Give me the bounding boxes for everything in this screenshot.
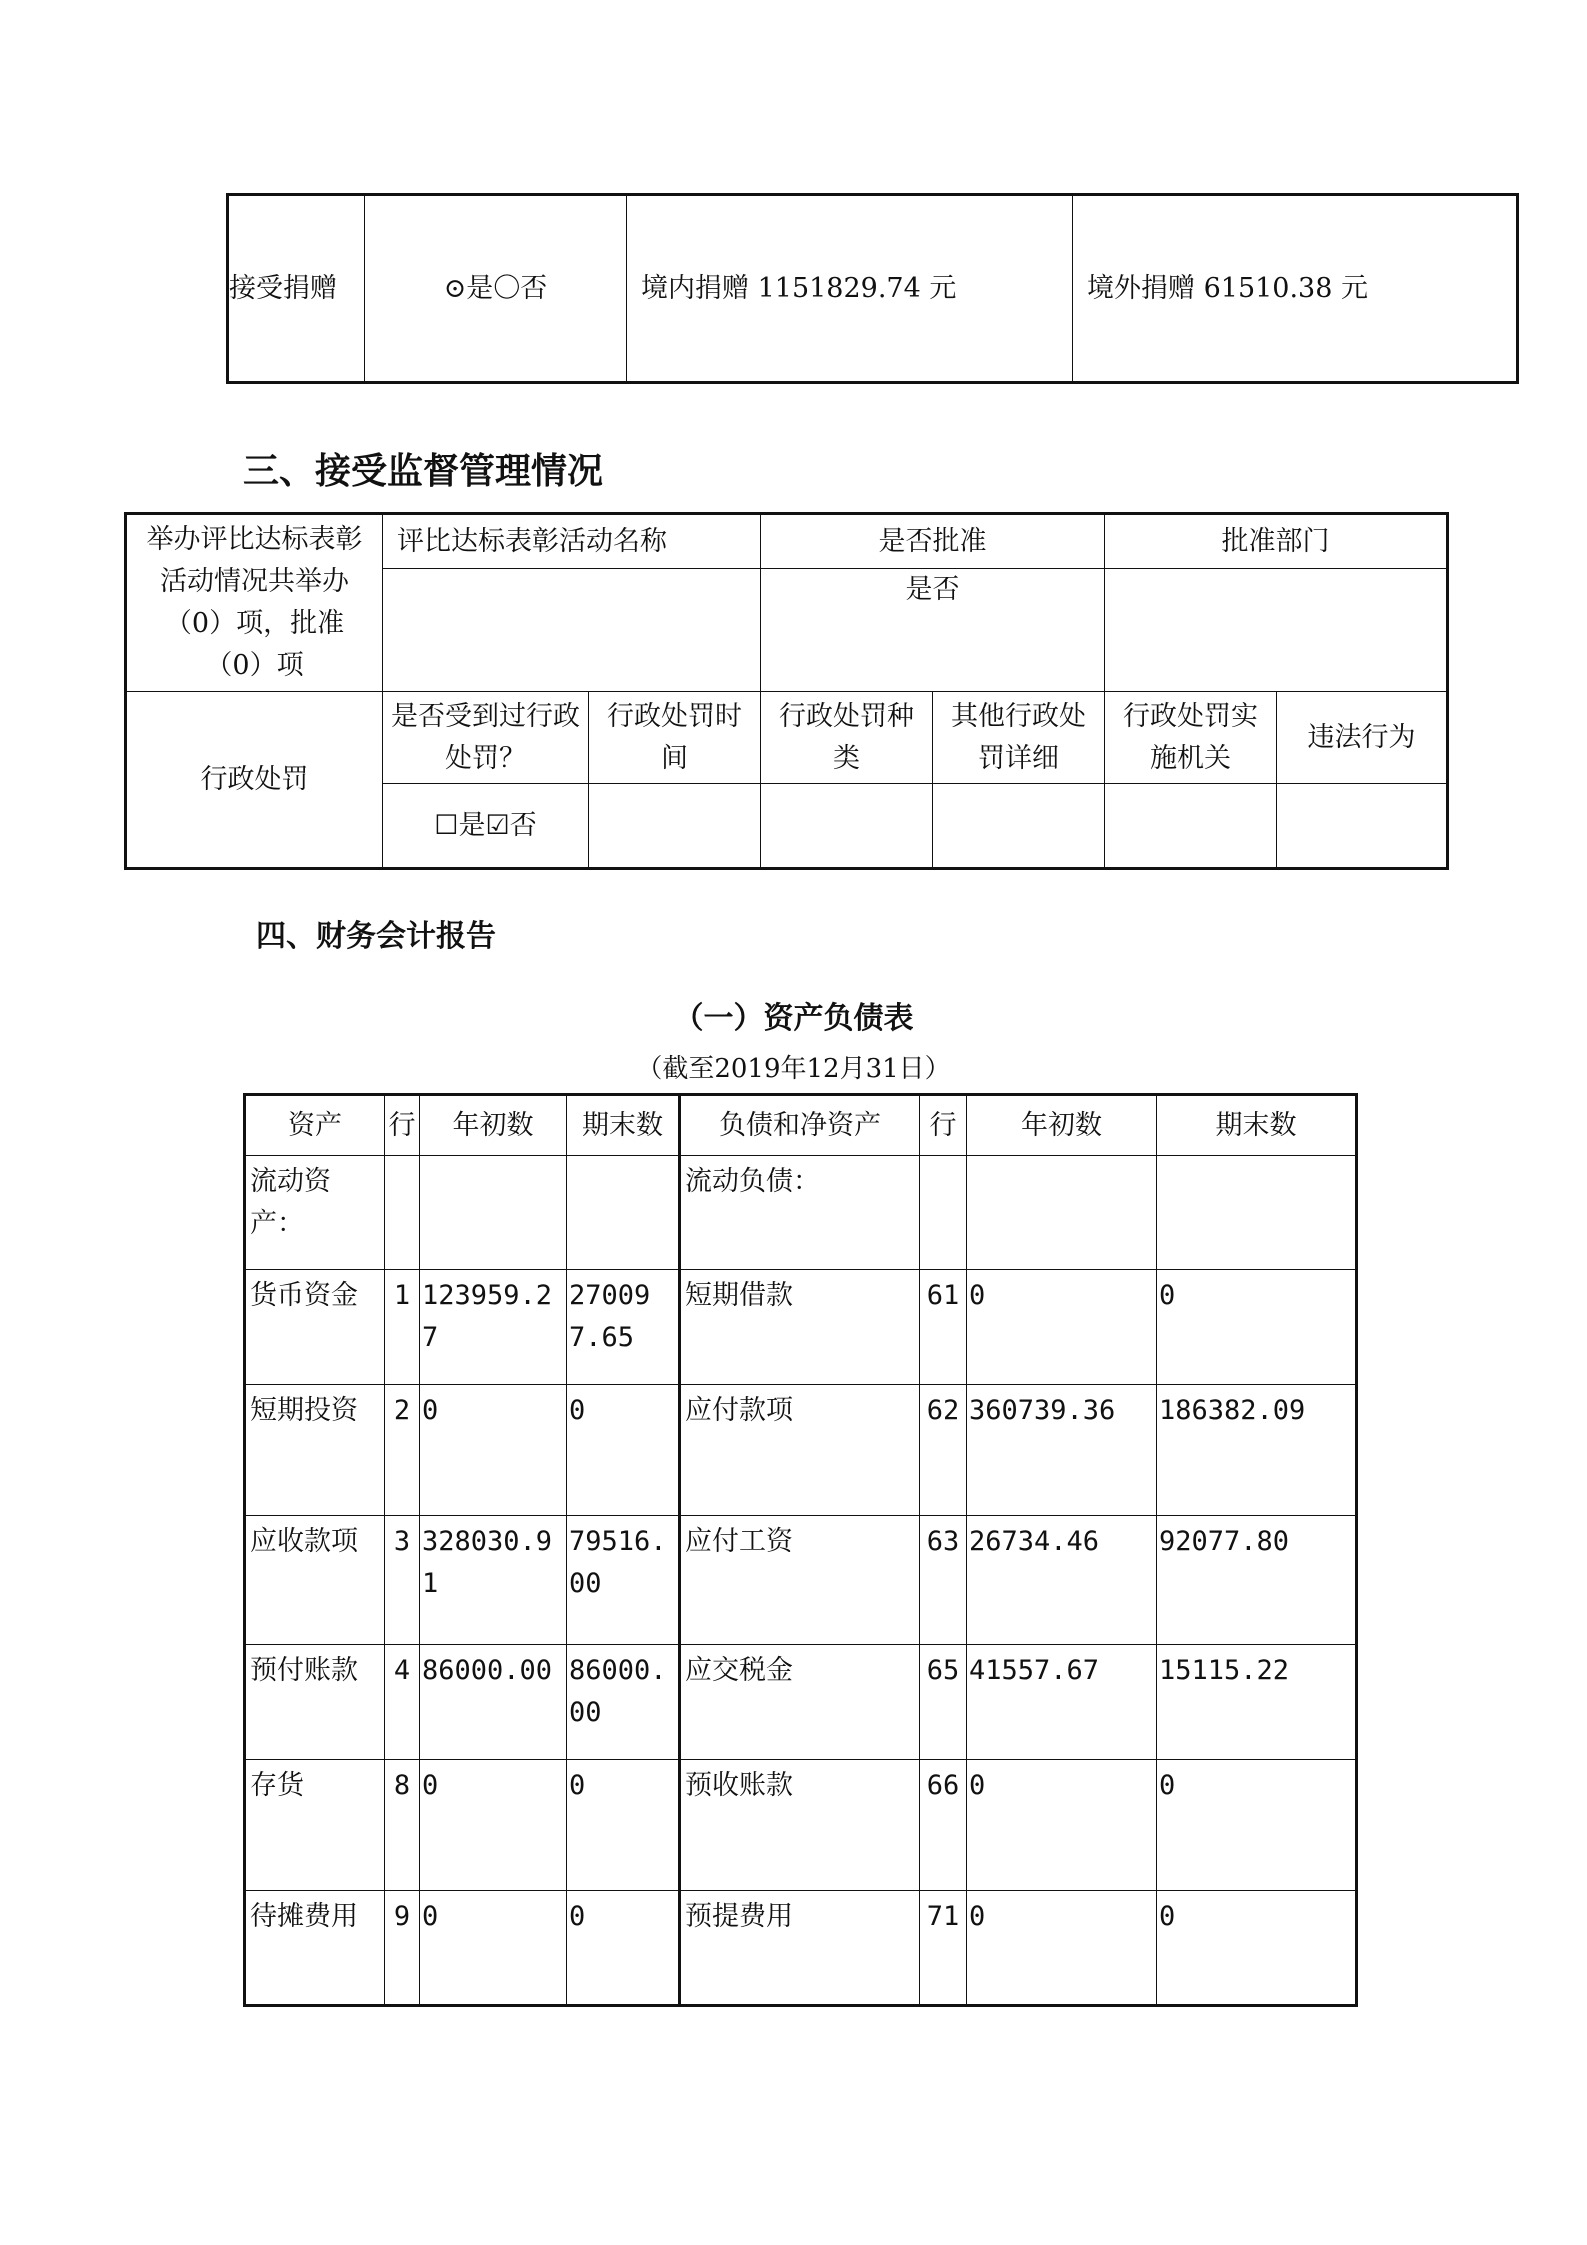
value-cell: 41557.67 (967, 1645, 1157, 1760)
donation-overseas: 境外捐赠 61510.38 元 (1073, 195, 1518, 383)
donation-table (226, 193, 1519, 384)
line-cell: 66 (920, 1760, 967, 1891)
value-cell: 0 (567, 1760, 680, 1891)
line-cell: 1 (385, 1270, 420, 1385)
approved-header: 是否批准 (761, 514, 1105, 569)
penalty-header: 行政处罚种类 (761, 692, 933, 784)
penalty-label: 行政处罚 (126, 692, 383, 869)
header-opening: 年初数 (420, 1095, 567, 1156)
asset-cell: 应收款项 (245, 1516, 385, 1645)
value-cell: 360739.36 (967, 1385, 1157, 1516)
value-cell: 123959.27 (420, 1270, 567, 1385)
table-row (245, 1891, 1357, 2006)
value-cell: 0 (967, 1270, 1157, 1385)
table-row (245, 1760, 1357, 1891)
value-cell: 86000.00 (567, 1645, 680, 1760)
liability-cell: 流动负债： (680, 1156, 920, 1270)
penalty-options (383, 784, 589, 869)
liability-cell: 应付款项 (680, 1385, 920, 1516)
value-cell: 79516.00 (567, 1516, 680, 1645)
value-cell: 0 (1157, 1760, 1357, 1891)
table-row (245, 1385, 1357, 1516)
balance-sheet-date: （截至2019年12月31日） (636, 1054, 951, 1084)
value-cell: 0 (1157, 1891, 1357, 2006)
header-liability: 负债和净资产 (680, 1095, 920, 1156)
table-row (245, 1645, 1357, 1760)
value-cell: 0 (420, 1891, 567, 2006)
header-line: 行 (920, 1095, 967, 1156)
value-cell: 15115.22 (1157, 1645, 1357, 1760)
penalty-cell (933, 784, 1105, 869)
balance-sheet-table (243, 1093, 1358, 2007)
donation-yes-radio[interactable]: ⊙是 (443, 272, 494, 304)
value-cell: 0 (967, 1760, 1157, 1891)
penalty-header: 其他行政处罚详细 (933, 692, 1105, 784)
value-cell (1157, 1156, 1357, 1270)
value-cell: 0 (567, 1385, 680, 1516)
asset-cell: 预付账款 (245, 1645, 385, 1760)
supervision-table (124, 512, 1449, 870)
section4-title: 四、财务会计报告 (256, 919, 496, 954)
value-cell: 0 (420, 1385, 567, 1516)
header-opening: 年初数 (967, 1095, 1157, 1156)
value-cell: 186382.09 (1157, 1385, 1357, 1516)
penalty-cell (1105, 784, 1277, 869)
award-summary: 举办评比达标表彰活动情况共举办（0）项，批准（0）项 (126, 514, 383, 692)
award-name-cell (383, 569, 761, 692)
penalty-cell (1277, 784, 1448, 869)
donation-options (365, 195, 627, 383)
value-cell: 328030.91 (420, 1516, 567, 1645)
value-cell: 0 (967, 1891, 1157, 2006)
approved-value: 是否 (761, 569, 1105, 692)
value-cell: 26734.46 (967, 1516, 1157, 1645)
value-cell: 0 (420, 1760, 567, 1891)
line-cell: 3 (385, 1516, 420, 1645)
balance-sheet-title: （一）资产负债表 (673, 1001, 914, 1036)
penalty-cell (589, 784, 761, 869)
donation-label: 接受捐赠 (228, 195, 365, 383)
table-row (245, 1516, 1357, 1645)
liability-cell: 应交税金 (680, 1645, 920, 1760)
table-row (245, 1156, 1357, 1270)
liability-cell: 短期借款 (680, 1270, 920, 1385)
asset-cell: 待摊费用 (245, 1891, 385, 2006)
dept-cell (1105, 569, 1448, 692)
penalty-yes-checkbox[interactable]: ☐是 (434, 809, 486, 841)
section3-title: 三、接受监督管理情况 (243, 451, 604, 492)
line-cell: 62 (920, 1385, 967, 1516)
value-cell: 0 (1157, 1270, 1357, 1385)
value-cell: 86000.00 (420, 1645, 567, 1760)
penalty-header: 行政处罚实施机关 (1105, 692, 1277, 784)
penalty-cell (761, 784, 933, 869)
line-cell (385, 1156, 420, 1270)
value-cell (567, 1156, 680, 1270)
line-cell: 2 (385, 1385, 420, 1516)
value-cell (420, 1156, 567, 1270)
liability-cell: 预提费用 (680, 1891, 920, 2006)
value-cell (967, 1156, 1157, 1270)
header-line: 行 (385, 1095, 420, 1156)
header-asset: 资产 (245, 1095, 385, 1156)
header-closing: 期末数 (567, 1095, 680, 1156)
value-cell: 0 (567, 1891, 680, 2006)
liability-cell: 预收账款 (680, 1760, 920, 1891)
penalty-header: 行政处罚时间 (589, 692, 761, 784)
asset-cell: 存货 (245, 1760, 385, 1891)
line-cell: 61 (920, 1270, 967, 1385)
line-cell: 9 (385, 1891, 420, 2006)
line-cell: 4 (385, 1645, 420, 1760)
asset-cell: 流动资产： (245, 1156, 385, 1270)
value-cell: 270097.65 (567, 1270, 680, 1385)
penalty-no-checkbox[interactable]: ☑否 (485, 809, 537, 841)
line-cell: 8 (385, 1760, 420, 1891)
line-cell: 71 (920, 1891, 967, 2006)
award-name-header: 评比达标表彰活动名称 (383, 514, 761, 569)
line-cell (920, 1156, 967, 1270)
penalty-header: 是否受到过行政处罚？ (383, 692, 589, 784)
line-cell: 63 (920, 1516, 967, 1645)
header-closing: 期末数 (1157, 1095, 1357, 1156)
table-row (245, 1270, 1357, 1385)
line-cell: 65 (920, 1645, 967, 1760)
penalty-header: 违法行为 (1277, 692, 1448, 784)
donation-domestic: 境内捐赠 1151829.74 元 (627, 195, 1073, 383)
dept-header: 批准部门 (1105, 514, 1448, 569)
donation-no-radio[interactable]: 〇否 (493, 272, 548, 304)
liability-cell: 应付工资 (680, 1516, 920, 1645)
asset-cell: 短期投资 (245, 1385, 385, 1516)
asset-cell: 货币资金 (245, 1270, 385, 1385)
value-cell: 92077.80 (1157, 1516, 1357, 1645)
